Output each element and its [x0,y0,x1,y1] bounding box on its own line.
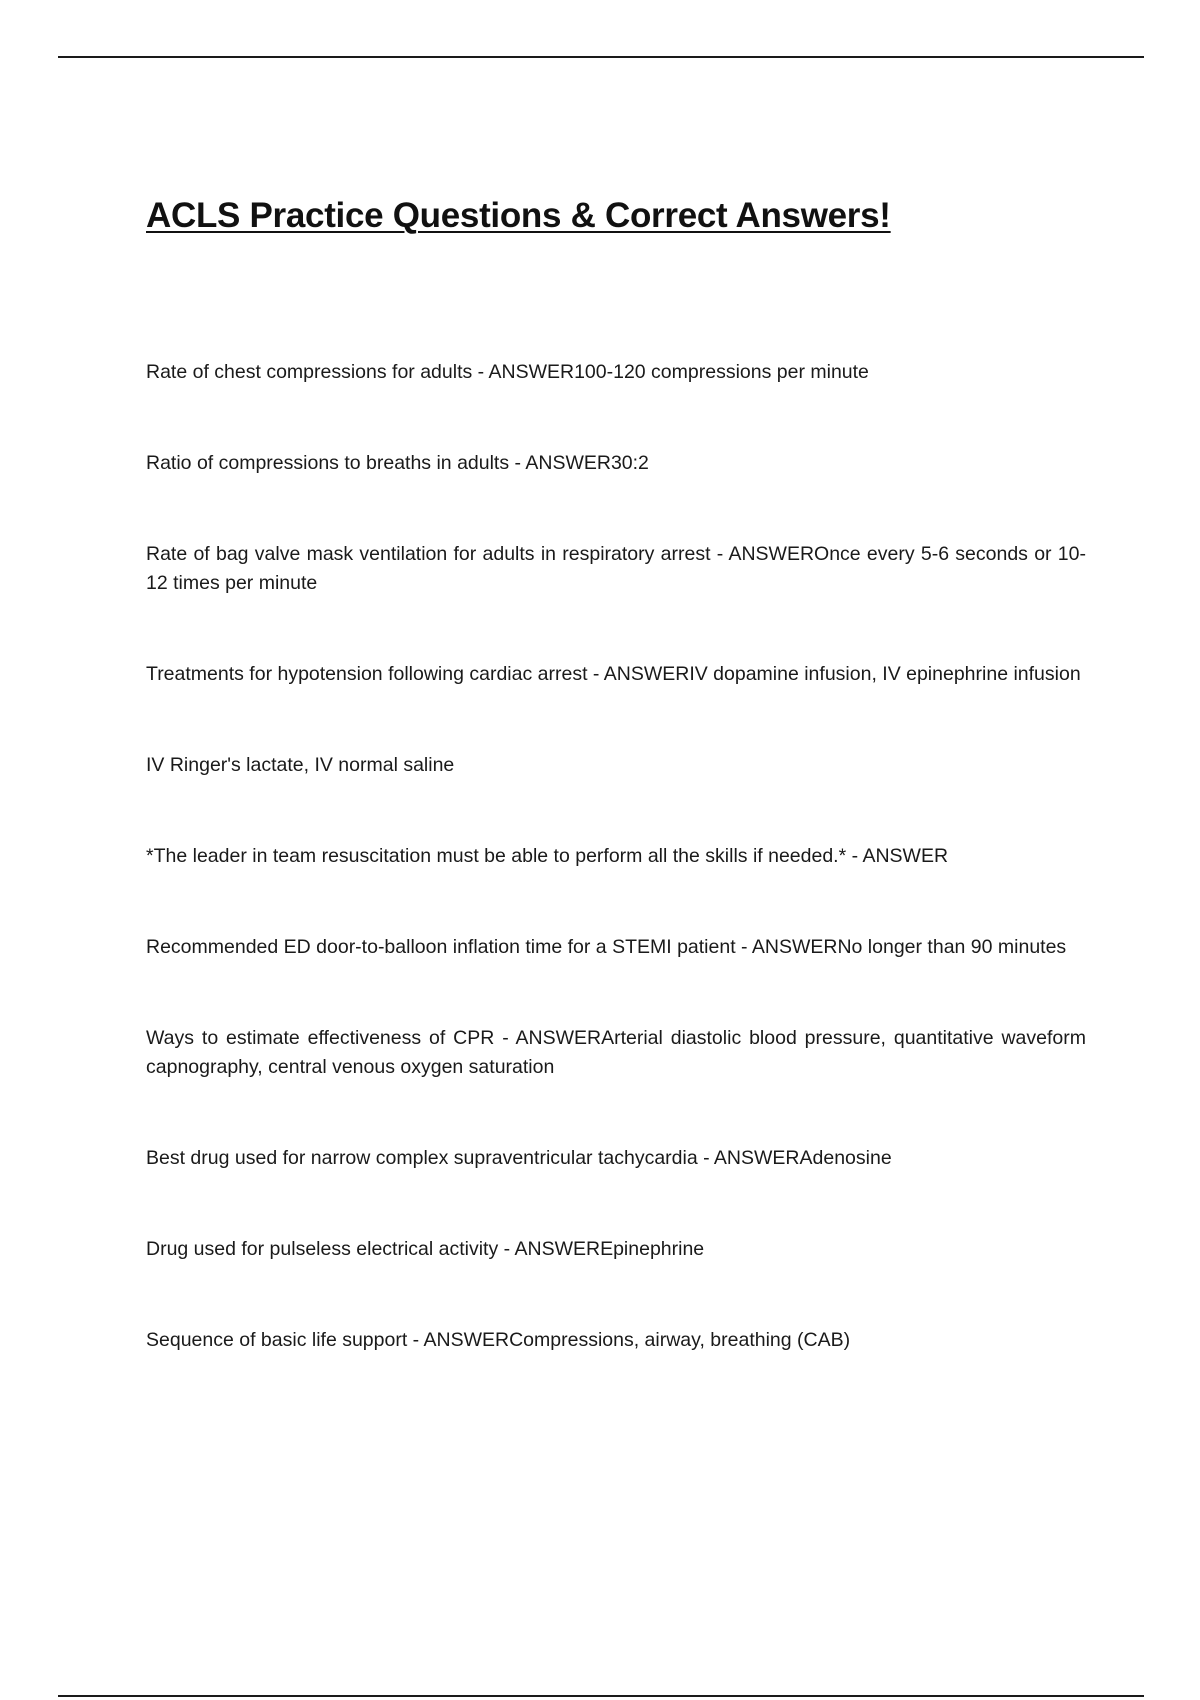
qa-item: Ratio of compressions to breaths in adults - ANSWER30:2 [146,452,649,474]
footer-rule [58,1695,1144,1697]
qa-item: Ways to estimate effectiveness of CPR - ANSWERArterial diastolic blood pressure, quantitative waveform capnography, central venous oxygen saturation [146,1027,1086,1078]
qa-item: Drug used for pulseless electrical activity - ANSWEREpinephrine [146,1238,705,1260]
qa-item: *The leader in team resuscitation must be able to perform all the skills if needed.* - ANSWER [146,845,949,867]
qa-item: Rate of bag valve mask ventilation for adults in respiratory arrest - ANSWEROnce every 5-6 seconds or 10-12 times per minute [146,543,1086,594]
qa-item: Best drug used for narrow complex supraventricular tachycardia - ANSWERAdenosine [146,1147,892,1169]
document-title: ACLS Practice Questions & Correct Answers! [146,196,891,235]
document-content [146,190,1086,1355]
header-rule [58,56,1144,58]
qa-list [146,358,1086,1355]
qa-item: Treatments for hypotension following cardiac arrest - ANSWERIV dopamine infusion, IV epinephrine infusion [146,663,1081,685]
qa-item: Recommended ED door-to-balloon inflation time for a STEMI patient - ANSWERNo longer than 90 minutes [146,936,1067,958]
qa-item: Rate of chest compressions for adults - ANSWER100-120 compressions per minute [146,361,869,383]
qa-item: Sequence of basic life support - ANSWERCompressions, airway, breathing (CAB) [146,1329,851,1351]
qa-item: IV Ringer's lactate, IV normal saline [146,754,455,776]
